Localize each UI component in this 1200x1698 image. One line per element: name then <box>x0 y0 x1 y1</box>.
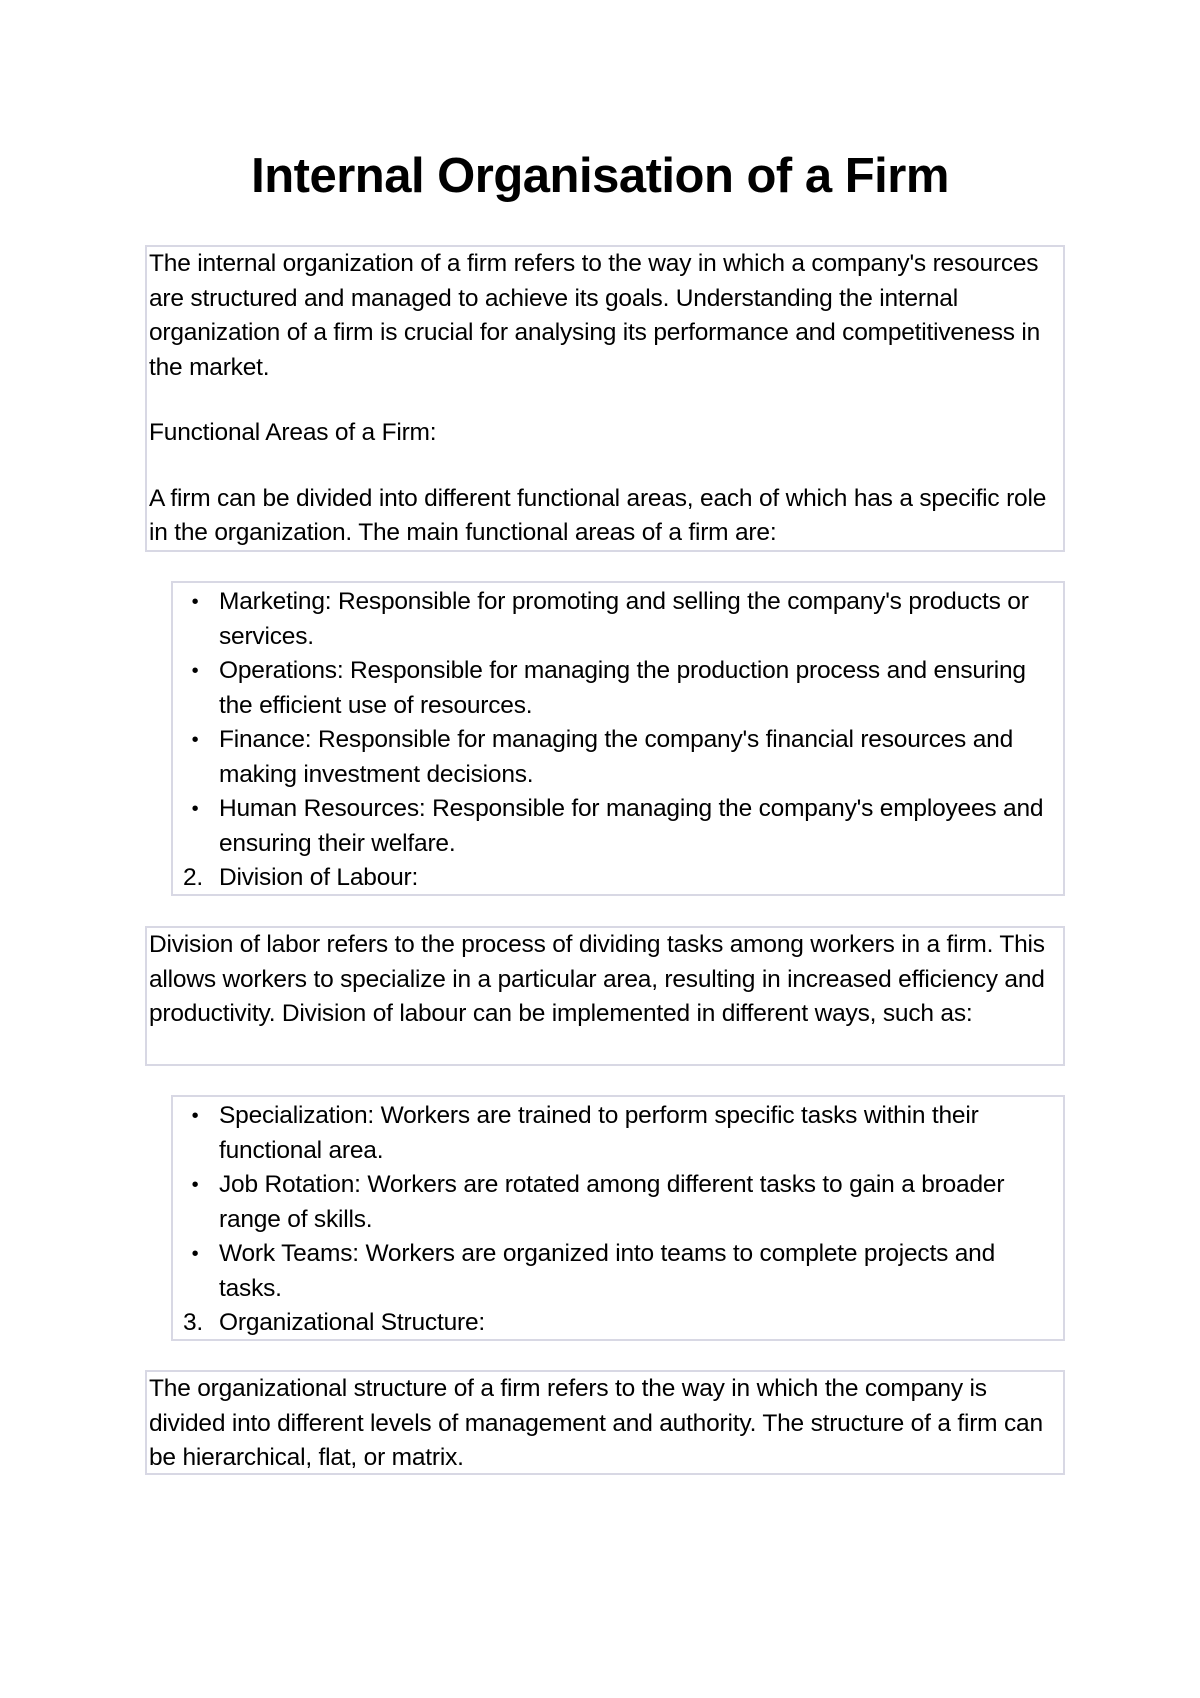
list-item-text: Human Resources: Responsible for managing the company's employees and ensuring their welfare. <box>219 795 1044 857</box>
list-item-text: Specialization: Workers are trained to perform specific tasks within their functional area. <box>219 1102 979 1164</box>
bullet-icon: • <box>191 729 199 751</box>
list-item-text: Marketing: Responsible for promoting and selling the company's products or services. <box>219 588 1029 650</box>
list-item <box>173 1168 1063 1237</box>
list-item <box>173 792 1063 861</box>
numbered-item-text: Division of Labour: <box>219 864 419 891</box>
division-of-labour-paragraph: Division of labor refers to the process of dividing tasks among workers in a firm. This allows workers to specialize in a particular area, resulting in increased efficiency and productivity. Division of labour can be implemented in different ways, such as: <box>149 931 1045 1027</box>
list-item <box>173 654 1063 723</box>
item-number: 2. <box>183 864 204 891</box>
list-item-text: Work Teams: Workers are organized into teams to complete projects and tasks. <box>219 1240 996 1302</box>
list-item <box>173 723 1063 792</box>
item-number: 3. <box>183 1309 204 1336</box>
list-item-text: Job Rotation: Workers are rotated among different tasks to gain a broader range of skills. <box>219 1171 1005 1233</box>
org-structure-section <box>145 1370 1065 1475</box>
bullet-icon: • <box>191 1174 199 1196</box>
division-of-labour-section <box>145 926 1065 1066</box>
bullet-icon: • <box>191 591 199 613</box>
numbered-item <box>173 861 1063 896</box>
intro-section <box>145 245 1065 552</box>
bullet-icon: • <box>191 660 199 682</box>
bullet-icon: • <box>191 1105 199 1127</box>
numbered-item-text: Organizational Structure: <box>219 1309 485 1336</box>
bullet-icon: • <box>191 1243 199 1265</box>
list-item <box>173 1237 1063 1306</box>
functional-areas-heading: Functional Areas of a Firm: <box>149 419 437 446</box>
page-title: Internal Organisation of a Firm <box>251 149 949 203</box>
list-item <box>173 585 1063 654</box>
list-item-text: Finance: Responsible for managing the company's financial resources and making investment decisions. <box>219 726 1013 788</box>
numbered-item <box>173 1306 1063 1341</box>
labour-methods-list <box>171 1095 1065 1341</box>
org-structure-paragraph: The organizational structure of a firm refers to the way in which the company is divided into different levels of management and authority. The structure of a firm can be hierarchical, flat, or matrix. <box>149 1375 1043 1471</box>
intro-paragraph: The internal organization of a firm refers to the way in which a company's resources are structured and managed to achieve its goals. Understanding the internal organization of a firm is crucial for analysing its performance and competitiveness in the market. <box>149 250 1041 381</box>
bullet-icon: • <box>191 798 199 820</box>
functional-areas-list <box>171 581 1065 896</box>
list-item-text: Operations: Responsible for managing the production process and ensuring the efficient use of resources. <box>219 657 1026 719</box>
functional-areas-intro: A firm can be divided into different functional areas, each of which has a specific role in the organization. The main functional areas of a firm are: <box>149 484 1047 546</box>
list-item <box>173 1099 1063 1168</box>
